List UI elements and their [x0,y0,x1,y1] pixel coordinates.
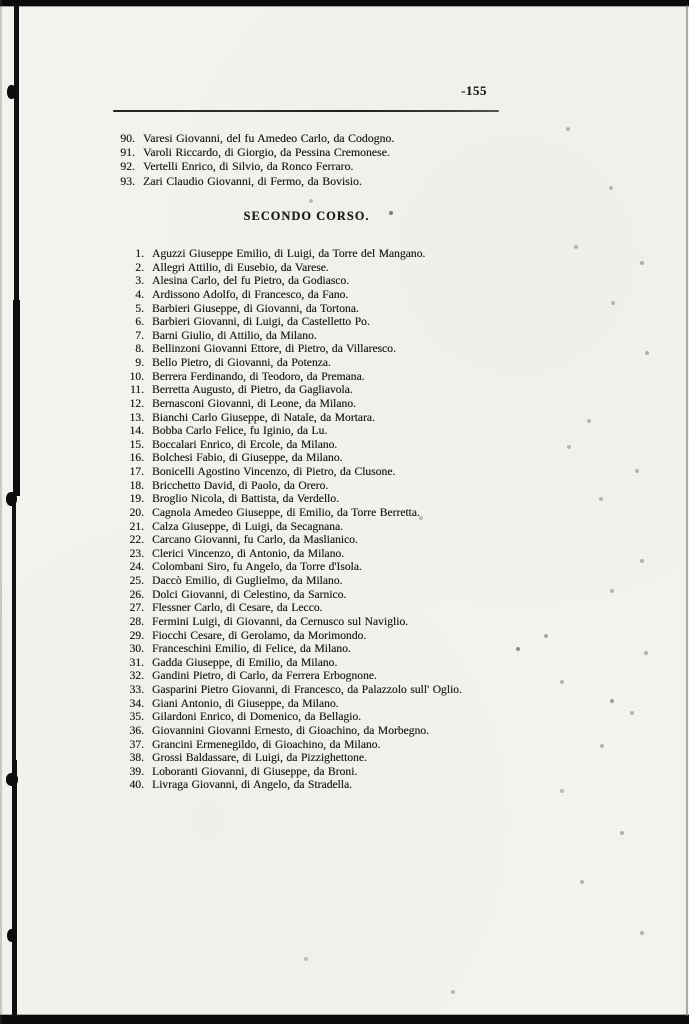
list-item [112,288,462,302]
item-text: Gandini Pietro, di Carlo, da Ferrera Erbognone. [152,669,377,683]
item-text: Bernasconi Giovanni, di Leone, da Milano. [152,396,356,410]
item-text: Franceschini Emilio, di Felice, da Milano. [152,642,351,656]
item-number: 40. [129,778,144,792]
item-number: 17. [129,465,144,478]
item-number: 90. [120,131,135,145]
item-text: Vertelli Enrico, di Silvio, da Ronco Ferraro. [143,159,354,174]
item-number: 21. [129,519,144,533]
item-text: Barbieri Giuseppe, di Giovanni, da Tortona. [152,301,359,315]
item-number: 7. [135,328,144,342]
list-item [112,765,462,779]
item-text: Bobba Carlo Felice, fu Iginio, da Lu. [152,424,328,438]
item-text: Flessner Carlo, di Cesare, da Lecco. [152,601,323,615]
item-text: Bellinzoni Giovanni Ettore, di Pietro, da Villaresco. [152,342,396,356]
item-text: Carcano Giovanni, fu Carlo, da Maslianico. [152,533,358,547]
list-item [112,710,462,724]
item-number: 93. [120,173,135,188]
list-item [112,356,462,370]
item-number: 25. [129,574,144,587]
item-text: Clerici Vincenzo, di Antonio, da Milano. [152,546,345,560]
list-item [112,315,462,329]
item-number: 2. [135,260,144,274]
item-number: 38. [129,751,144,765]
item-number: 3. [135,274,144,288]
roster-list-secondo-corso [112,247,462,792]
binding-knot [6,773,18,786]
list-item [112,274,462,288]
item-text: Berretta Augusto, di Pietro, da Gagliavola. [152,383,353,397]
list-item [112,261,462,275]
item-text: Gasparini Pietro Giovanni, di Francesco, da Palazzolo sull' Oglio. [152,683,462,696]
list-item [112,724,462,738]
item-text: Bolchesi Fabio, di Giuseppe, da Milano. [152,451,343,465]
item-number: 28. [129,614,144,628]
list-item [112,370,462,384]
list-item [112,424,462,438]
item-number: 15. [129,437,144,451]
item-number: 16. [129,451,144,465]
list-item [112,656,462,670]
binding-line [12,760,17,1016]
list-item [112,465,462,479]
item-text: Daccò Emilio, di Guglielmo, da Milano. [152,574,343,587]
item-text: Bricchetto David, di Paolo, da Orero. [152,478,329,492]
item-number: 9. [135,356,144,369]
list-item [112,533,462,547]
item-number: 36. [129,723,144,737]
item-number: 18. [129,478,144,492]
item-text: Dolci Giovanni, di Celestino, da Sarnico. [152,587,347,601]
list-item [112,520,462,534]
item-text: Giani Antonio, di Giuseppe, da Milano. [152,696,339,710]
list-item [112,642,462,656]
binding-line [13,300,20,496]
list-item [112,438,462,452]
list-item [112,601,462,615]
item-number: 10. [129,369,144,383]
scan-edge-bottom [0,1015,689,1024]
section-title: SECONDO CORSO. [243,209,370,223]
list-item [112,397,462,411]
item-text: Bonicelli Agostino Vincenzo, di Pietro, da Clusone. [152,465,396,478]
item-text: Barbieri Giovanni, di Luigi, da Castelletto Po. [152,315,370,329]
item-number: 37. [129,737,144,751]
list-item [112,751,462,765]
item-number: 39. [129,764,144,778]
item-number: 23. [129,546,144,560]
list-item [112,697,462,711]
scan-edge-left [0,0,2,1024]
list-item [112,560,462,574]
binding-knot [7,929,17,942]
list-item [112,479,462,493]
item-number: 91. [120,145,135,160]
binding-line [12,495,16,761]
item-number: 92. [120,159,135,174]
item-text: Gilardoni Enrico, di Domenico, da Bellagio. [152,710,362,724]
item-number: 11. [129,383,144,397]
item-number: 29. [129,628,144,642]
item-text: Bello Pietro, di Giovanni, da Potenza. [152,356,331,369]
item-text: Fermini Luigi, di Giovanni, da Cernusco sul Naviglio. [152,614,409,628]
item-text: Varoli Riccardo, di Giorgio, da Pessina Cremonese. [143,145,390,160]
item-number: 32. [129,669,144,683]
item-text: Grancini Ermenegildo, di Gioachino, da Milano. [152,737,381,751]
item-text: Alesina Carlo, del fu Pietro, da Godiasco. [152,274,350,288]
list-item [112,492,462,506]
list-item [103,145,394,159]
item-number: 34. [129,696,144,710]
list-item [112,342,462,356]
list-item [103,174,394,188]
item-number: 22. [129,533,144,547]
binding-knot [6,492,17,506]
item-text: Allegri Attilio, di Eusebio, da Varese. [152,260,329,274]
header-rule [113,110,499,112]
binding-knot [7,85,16,99]
page-number: -155 [461,83,487,98]
item-number: 27. [129,601,144,615]
list-item [112,669,462,683]
item-text: Gadda Giuseppe, di Emilio, da Milano. [152,655,338,669]
item-number: 4. [135,287,144,301]
item-text: Berrera Ferdinando, di Teodoro, da Premana. [152,369,365,383]
item-text: Barni Giulio, di Attilio, da Milano. [152,328,317,342]
scan-noise [0,0,2,2]
list-item [112,778,462,792]
list-item [112,247,462,261]
list-item [112,451,462,465]
list-item [112,506,462,520]
item-text: Livraga Giovanni, di Angelo, da Stradella. [152,778,353,792]
binding-line [14,5,19,301]
item-number: 1. [135,247,144,260]
item-text: Ardissono Adolfo, di Francesco, da Fano. [152,287,349,301]
item-text: Aguzzi Giuseppe Emilio, di Luigi, da Torre del Mangano. [152,247,426,260]
scan-edge-top [0,0,689,6]
item-number: 33. [129,683,144,696]
item-text: Calza Giuseppe, di Luigi, da Secagnana. [152,519,344,533]
item-number: 26. [129,587,144,601]
item-text: Varesi Giovanni, del fu Amedeo Carlo, da Codogno. [143,131,395,145]
item-text: Cagnola Amedeo Giuseppe, di Emilio, da Torre Berretta. [152,505,420,519]
item-number: 6. [135,315,144,329]
item-text: Grossi Baldassare, di Luigi, da Pizzighettone. [152,751,367,765]
item-number: 8. [135,342,144,356]
list-item [112,411,462,425]
item-text: Giovannini Giovanni Ernesto, di Gioachino, da Morbegno. [152,723,429,737]
list-item [112,329,462,343]
item-text: Zari Claudio Giovanni, di Fermo, da Bovisio. [143,173,362,188]
item-text: Broglio Nicola, di Battista, da Verdello. [152,492,339,506]
item-number: 13. [129,410,144,424]
list-item [112,738,462,752]
scan-edge-right [686,5,688,1016]
item-number: 20. [129,505,144,519]
item-number: 31. [129,655,144,669]
list-item [112,615,462,629]
item-number: 30. [129,642,144,656]
list-item [112,588,462,602]
item-number: 12. [129,396,144,410]
list-item [103,131,394,145]
item-text: Loboranti Giovanni, di Giuseppe, da Broni. [152,764,358,778]
list-item [103,159,394,173]
list-item [112,383,462,397]
list-item [112,547,462,561]
item-number: 14. [129,424,144,438]
item-text: Boccalari Enrico, di Ercole, da Milano. [152,437,338,451]
list-item [112,629,462,643]
roster-list-first-corso-continued [103,131,394,188]
item-text: Bianchi Carlo Giuseppe, di Natale, da Mortara. [152,410,375,424]
item-number: 19. [129,492,144,506]
list-item [112,302,462,316]
item-number: 35. [129,710,144,724]
item-text: Fiocchi Cesare, di Gerolamo, da Morimondo. [152,628,367,642]
item-text: Colombani Siro, fu Angelo, da Torre d'Isola. [152,560,362,574]
item-number: 24. [129,560,144,574]
item-number: 5. [135,301,144,315]
list-item [112,574,462,588]
list-item [112,683,462,697]
